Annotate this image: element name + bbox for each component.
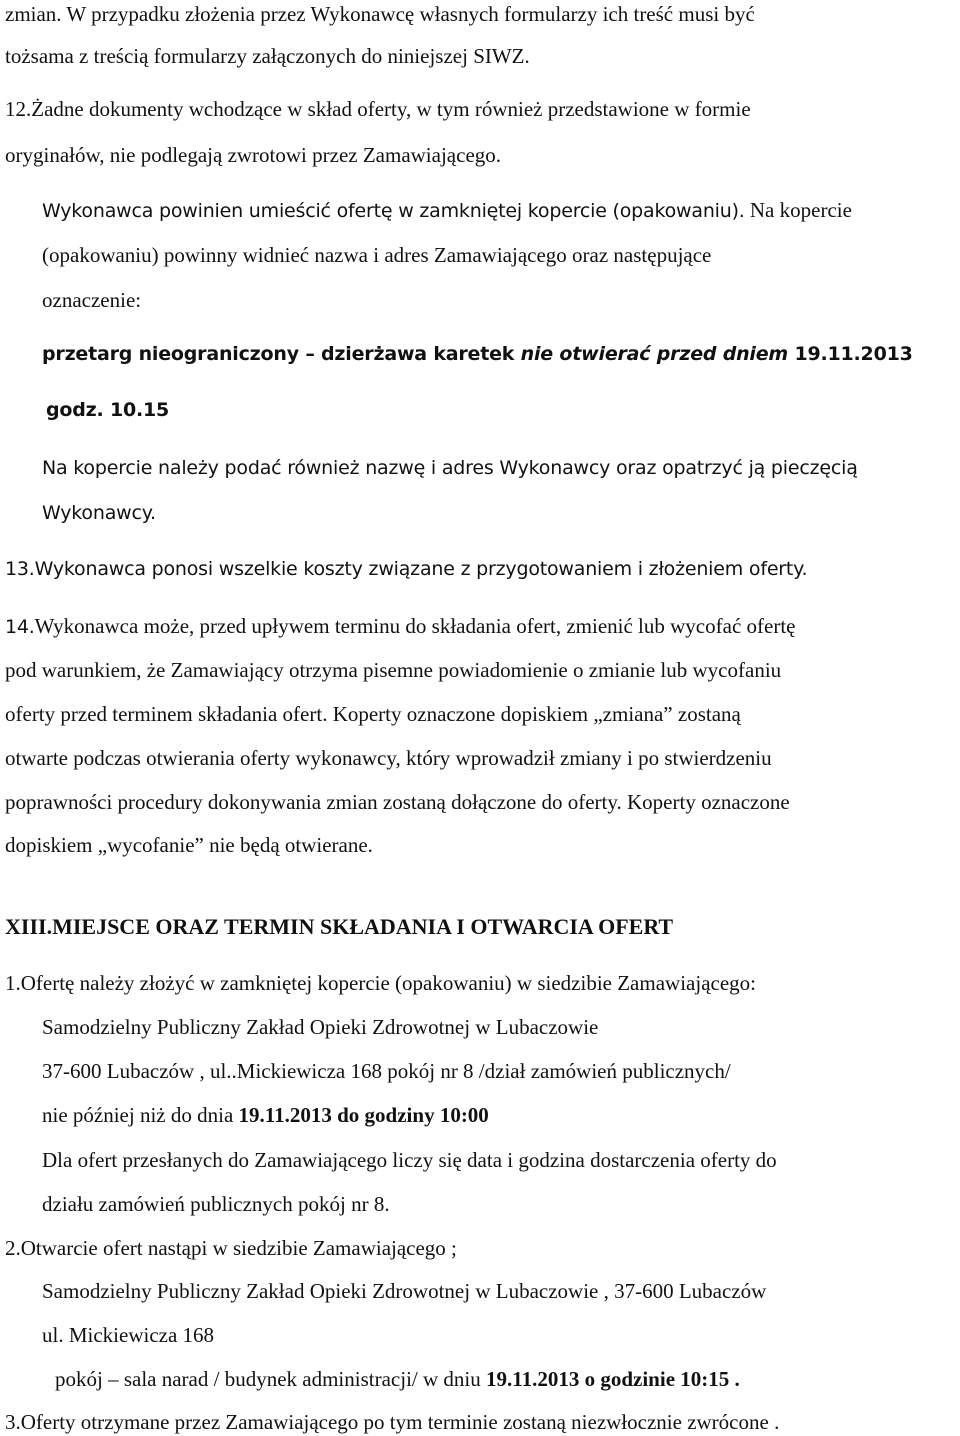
- envelope-line-4: Na kopercie należy podać również nazwę i adres Wykonawcy oraz opatrzyć ją pieczęcią: [42, 457, 858, 479]
- s1-line-3: 37-600 Lubaczów , ul..Mickiewicza 168 pokój nr 8 /dział zamówień publicznych/: [42, 1059, 731, 1083]
- s1-line-6: działu zamówień publicznych pokój nr 8.: [42, 1192, 390, 1216]
- s2-line-1-text: Otwarcie ofert nastąpi w siedzibie Zamawiającego ;: [20, 1236, 457, 1260]
- p13-number: 13.: [5, 558, 35, 580]
- p14-line-4: otwarte podczas otwierania oferty wykonawcy, który wprowadził zmiany i po stwierdzeniu: [5, 746, 772, 770]
- p11-line-2: tożsama z treścią formularzy załączonych do niniejszej SIWZ.: [5, 44, 530, 68]
- p14-line-1: [5, 614, 795, 639]
- envelope-line-2: (opakowaniu) powinny widnieć nazwa i adres Zamawiającego oraz następujące: [42, 243, 712, 267]
- s2-line-4: [55, 1367, 740, 1391]
- s2-opening-label: pokój – sala narad / budynek administracji/ w dniu: [55, 1367, 486, 1391]
- p13-line: [5, 559, 807, 581]
- s1-number: 1.: [5, 971, 21, 995]
- s1-line-2: Samodzielny Publiczny Zakład Opieki Zdrowotnej w Lubaczowie: [42, 1015, 599, 1039]
- envelope-line-1a: Wykonawca powinien umieścić ofertę w zamkniętej kopercie (opakowaniu).: [42, 200, 745, 222]
- p12-line-1: 12.Żadne dokumenty wchodzące w skład oferty, w tym również przedstawione w formie: [5, 97, 751, 121]
- p13-text: Wykonawca ponosi wszelkie koszty związane z przygotowaniem i złożeniem oferty.: [34, 558, 808, 580]
- s2-number: 2.: [5, 1236, 21, 1260]
- marking-bold-2: 19.11.2013: [788, 343, 913, 365]
- s1-deadline-label: nie później niż do dnia: [42, 1103, 239, 1127]
- s3-line-1: [5, 1410, 779, 1434]
- p14-line-1-text: Wykonawca może, przed upływem terminu do składania ofert, zmienić lub wycofać ofertę: [34, 614, 796, 638]
- s1-line-5: Dla ofert przesłanych do Zamawiającego liczy się data i godzina dostarczenia oferty do: [42, 1148, 777, 1172]
- s3-line-1-text: Oferty otrzymane przez Zamawiającego po tym terminie zostaną niezwłocznie zwrócone .: [20, 1410, 780, 1434]
- s1-line-1-text: Ofertę należy złożyć w zamkniętej kopercie (opakowaniu) w siedzibie Zamawiającego:: [20, 971, 756, 995]
- envelope-line-1b: Na kopercie: [744, 198, 852, 222]
- envelope-line-3: oznaczenie:: [42, 288, 142, 312]
- s1-deadline-value: 19.11.2013 do godziny 10:00: [238, 1103, 489, 1127]
- s2-line-3: ul. Mickiewicza 168: [42, 1323, 215, 1347]
- s1-line-1: [5, 971, 756, 995]
- envelope-marking-time: godz. 10.15: [46, 399, 170, 421]
- section-heading: XIII.MIEJSCE ORAZ TERMIN SKŁADANIA I OTWARCIA OFERT: [5, 914, 674, 939]
- envelope-line-5: Wykonawcy.: [42, 502, 156, 524]
- envelope-line-1: [42, 198, 852, 223]
- s2-line-2: Samodzielny Publiczny Zakład Opieki Zdrowotnej w Lubaczowie , 37-600 Lubaczów: [42, 1279, 767, 1303]
- p14-line-3: oferty przed terminem składania ofert. Koperty oznaczone dopiskiem „zmiana” zostaną: [5, 702, 741, 726]
- s3-number: 3.: [5, 1410, 21, 1434]
- marking-bold-1: przetarg nieograniczony – dzierżawa karetek: [42, 343, 521, 365]
- s1-line-4: [42, 1103, 489, 1127]
- p12-line-2: oryginałów, nie podlegają zwrotowi przez Zamawiającego.: [5, 143, 502, 167]
- s2-opening-value: 19.11.2013 o godzinie 10:15 .: [486, 1367, 740, 1391]
- p14-line-6: dopiskiem „wycofanie” nie będą otwierane.: [5, 833, 373, 857]
- p14-line-2: pod warunkiem, że Zamawiający otrzyma pisemne powiadomienie o zmianie lub wycofaniu: [5, 658, 782, 682]
- s2-line-1: [5, 1236, 457, 1260]
- marking-italic: nie otwierać przed dniem: [520, 343, 789, 365]
- p11-line-1: zmian. W przypadku złożenia przez Wykonawcę własnych formularzy ich treść musi być: [5, 2, 755, 26]
- envelope-marking: [42, 344, 913, 366]
- p14-line-5: poprawności procedury dokonywania zmian zostaną dołączone do oferty. Koperty oznaczone: [5, 790, 790, 814]
- p14-number: 14.: [5, 616, 35, 638]
